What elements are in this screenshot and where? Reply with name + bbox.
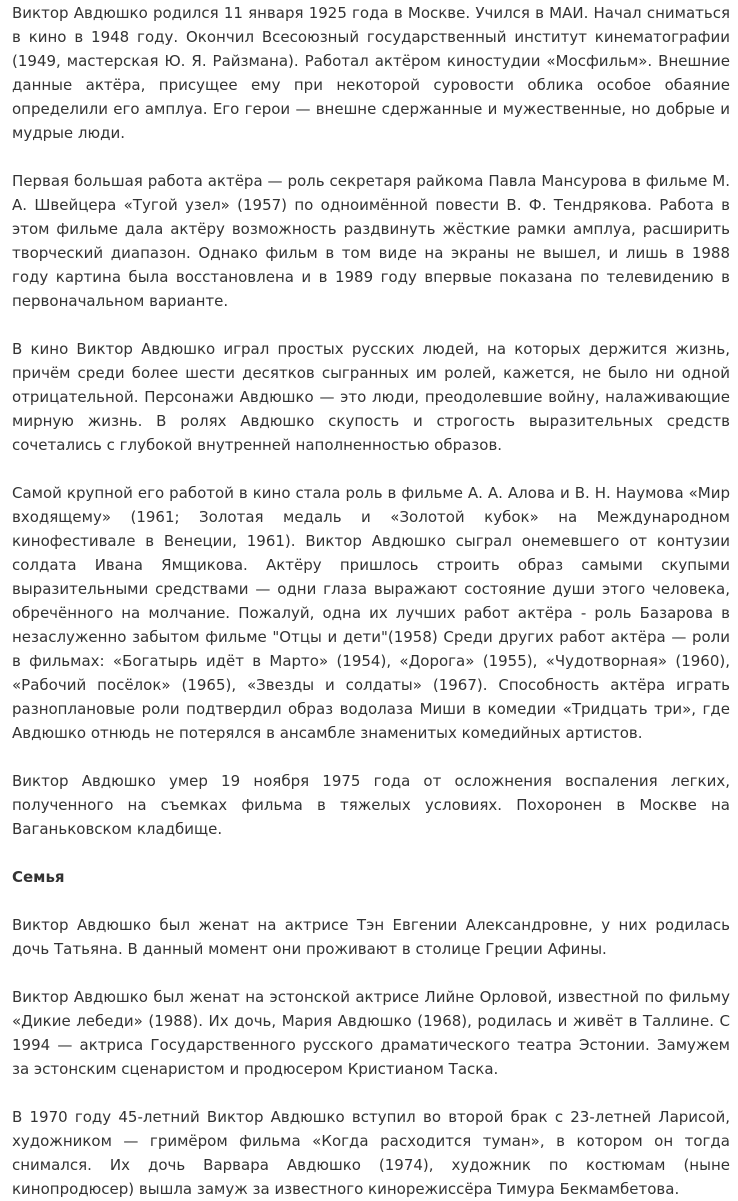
paragraph-first-role: Первая большая работа актёра — роль секретаря райкома Павла Мансурова в фильме М. А. Швейцера «Тугой узел» (1957) по одноимённой повести В. Ф. Тендрякова. Работа в этом фильме дала актёру возможность раздвинуть жёсткие рамки амплуа, расширить творческий диапазон. Однако фильм в том виде на экраны не вышел, и лишь в 1988 году картина была восстановлена и в 1989 году впервые показана по телевидению в первоначальном варианте. [12,172,730,310]
paragraph-biography: Виктор Авдюшко родился 11 января 1925 года в Москве. Учился в МАИ. Начал сниматься в кино в 1948 году. Окончил Всесоюзный государственный институт кинематографии (1949, мастерская Ю. Я. Райзмана). Работал актёром киностудии «Мосфильм». Внешние данные актёра, присущее ему при некоторой суровости облика особое обаяние определили его амплуа. Его герои — внешне сдержанные и мужественные, но добрые и мудрые люди. [12,4,730,142]
paragraph-family-first-marriage: Виктор Авдюшко был женат на актрисе Тэн Евгении Александровне, у них родилась дочь Татьяна. В данный момент они проживают в столице Греции Афины. [12,916,730,958]
section-heading-family: Семья [12,868,65,886]
paragraph-major-work: Самой крупной его работой в кино стала роль в фильме А. А. Алова и В. Н. Наумова «Мир входящему» (1961; Золотая медаль и «Золотой кубок» на Международном кинофестивале в Венеции, 1961). Виктор Авдюшко сыграл онемевшего от контузии солдата Ивана Ямщикова. Актёру пришлось строить образ самыми скупыми выразительными средствами — одни глаза выражают состояние души этого человека, обречённого на молчание. Пожалуй, одна их лучших работ актёра - роль Базарова в незаслуженно забытом фильме "Отцы и дети"(1958) Среди других работ актёра — роли в фильмах: «Богатырь идёт в Марто» (1954), «Дорога» (1955), «Чудотворная» (1960), «Рабочий посёлок» (1965), «Звезды и солдаты» (1967). Способность актёра играть разноплановые роли подтвердил образ водолаза Миши в комедии «Тридцать три», где Авдюшко отнюдь не потерялся в ансамбле знаменитых комедийных артистов. [12,484,730,742]
paragraph-characters: В кино Виктор Авдюшко играл простых русских людей, на которых держится жизнь, причём среди более шести десятков сыгранных им ролей, кажется, не было ни одной отрицательной. Персонажи Авдюшко — это люди, преодолевшие войну, налаживающие мирную жизнь. В ролях Авдюшко скупость и строгость выразительных средств сочетались с глубокой внутренней наполненностью образов. [12,340,730,454]
paragraph-family-orlova: Виктор Авдюшко был женат на эстонской актрисе Лийне Орловой, известной по фильму «Дикие лебеди» (1988). Их дочь, Мария Авдюшко (1968), родилась и живёт в Таллине. С 1994 — актриса Государственного русского драматического театра Эстонии. Замужем за эстонским сценаристом и продюсером Кристианом Таска. [12,988,730,1078]
paragraph-death: Виктор Авдюшко умер 19 ноября 1975 года от осложнения воспаления легких, полученного на съемках фильма в тяжелых условиях. Похоронен в Москве на Ваганьковском кладбище. [12,772,730,838]
paragraph-family-second-marriage: В 1970 году 45-летний Виктор Авдюшко вступил во второй брак с 23-летней Ларисой, художником — гримёром фильма «Когда расходится туман», в котором он тогда снимался. Их дочь Варвара Авдюшко (1974), художник по костюмам (ныне кинопродюсер) вышла замуж за известного кинорежиссёра Тимура Бекмамбетова. [12,1108,730,1198]
